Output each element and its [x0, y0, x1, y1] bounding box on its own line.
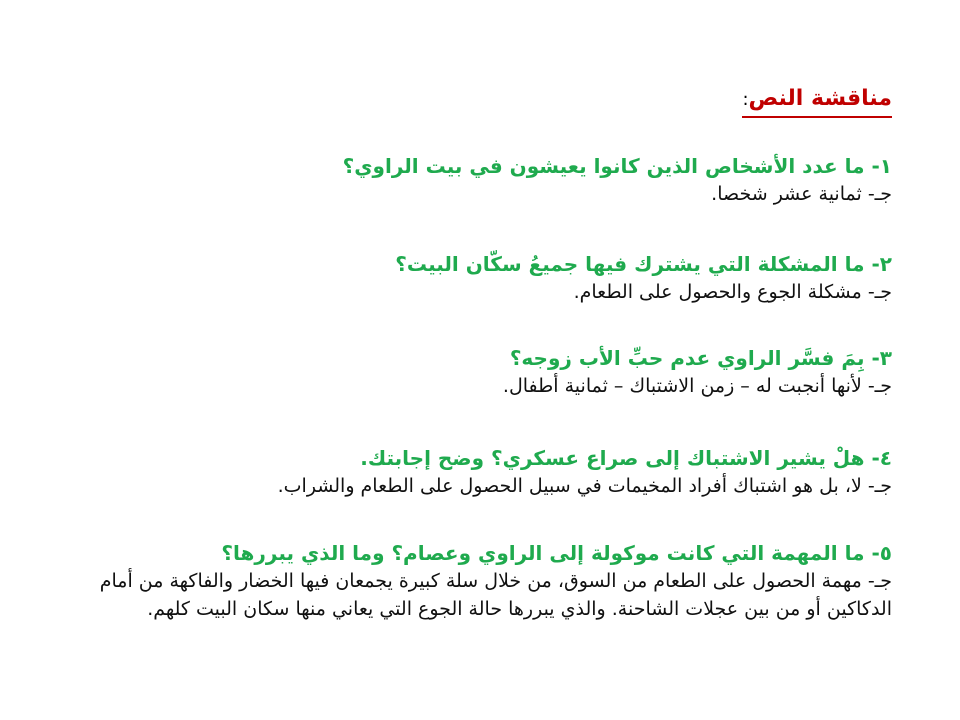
- answer-2: جـ- مشكلة الجوع والحصول على الطعام.: [573, 281, 892, 303]
- heading-title: مناقشة النص: [748, 86, 892, 111]
- heading-colon: :: [742, 89, 749, 110]
- answer-4: جـ- لا، بل هو اشتباك أفراد المخيمات في سبيل الحصول على الطعام والشراب.: [277, 475, 892, 497]
- answer-1: جـ- ثمانية عشر شخصا.: [711, 183, 892, 205]
- qa-item-5: [62, 539, 892, 623]
- heading-underline: [742, 116, 892, 118]
- answer-3: جـ- لأنها أنجبت له – زمن الاشتباك – ثمانية أطفال.: [502, 375, 892, 397]
- qa-item-4: [62, 444, 892, 500]
- question-1: ١- ما عدد الأشخاص الذين كانوا يعيشون في بيت الراوي؟: [342, 154, 892, 178]
- question-3: ٣- بِمَ فسَّر الراوي عدم حبِّ الأب زوجه؟: [509, 346, 892, 370]
- question-4: ٤- هلْ يشير الاشتباك إلى صراع عسكري؟ وضح إجابتك.: [360, 446, 892, 470]
- qa-item-3: [62, 344, 892, 400]
- qa-item-1: [62, 152, 892, 208]
- answer-5: جـ- مهمة الحصول على الطعام من السوق، من خلال سلة كبيرة يجمعان فيها الخضار والفاكهة من أمام الدكاكين أو من بين عجلات الشاحنة. والذي يبررها حالة الجوع التي يعاني منها سكان البيت كلهم.: [99, 570, 892, 620]
- qa-item-2: [62, 250, 892, 306]
- question-2: ٢- ما المشكلة التي يشترك فيها جميعُ سكّان البيت؟: [395, 252, 892, 276]
- section-heading: [742, 84, 892, 115]
- question-5: ٥- ما المهمة التي كانت موكولة إلى الراوي وعصام؟ وما الذي يبررها؟: [221, 541, 892, 565]
